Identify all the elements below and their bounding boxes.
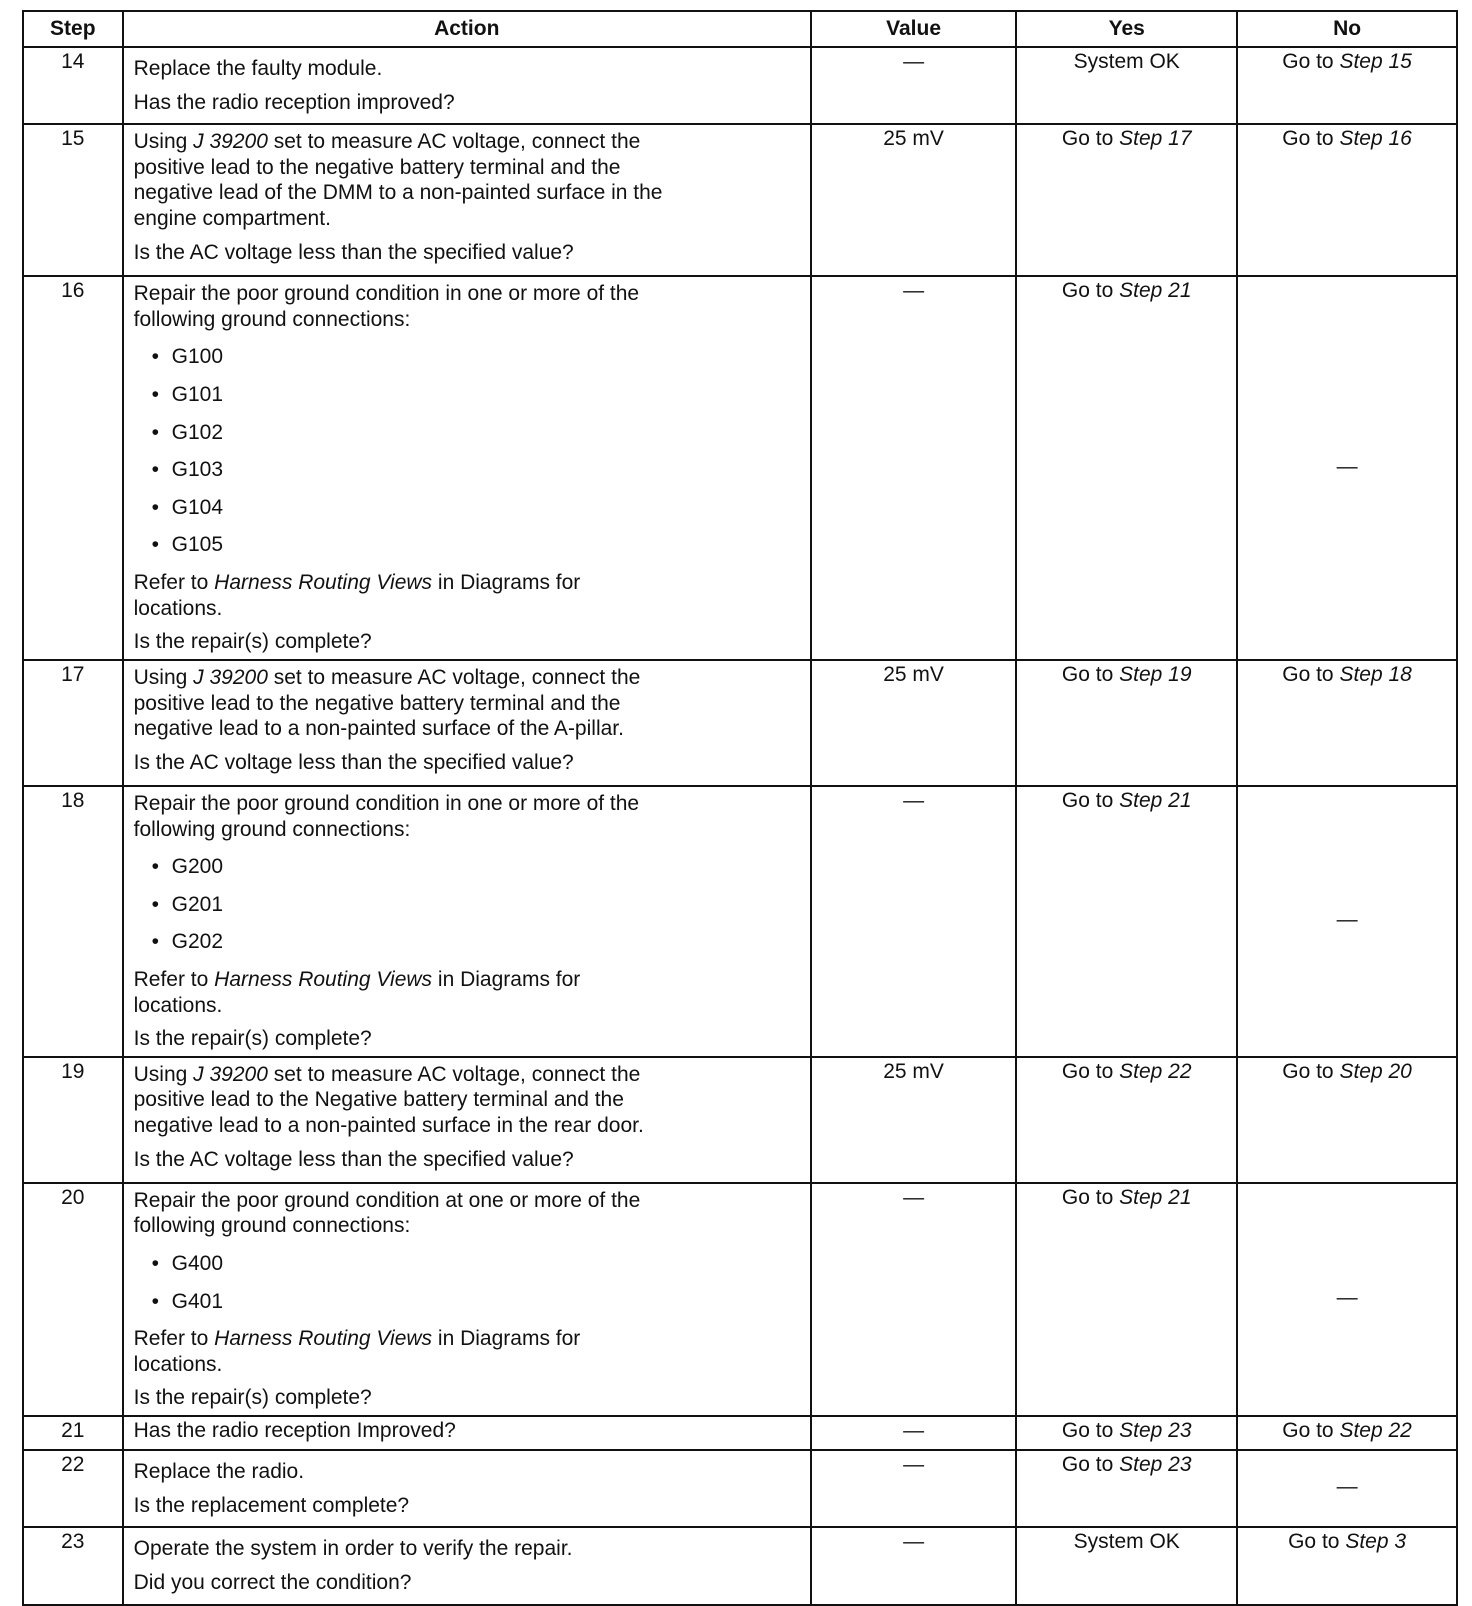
diagrams-text: in Diagrams for [437, 1327, 581, 1351]
go-to-text: Go to [1061, 1419, 1114, 1443]
action-text [134, 665, 800, 691]
value-cell: — [811, 1527, 1016, 1604]
tool-name: J 39200 [193, 665, 268, 689]
list-item: • G400 [152, 1251, 800, 1277]
action-text [134, 1062, 800, 1088]
harness-views: Harness Routing Views [214, 571, 433, 595]
action-text: locations. [133, 596, 223, 620]
action-question: Is the repair(s) complete? [133, 630, 372, 654]
yes-cell [1016, 124, 1237, 276]
list-item: • G401 [152, 1289, 800, 1315]
measure-text: set to measure AC voltage, connect the [273, 130, 641, 154]
no-cell: — [1237, 276, 1457, 660]
action-text: Repair the poor ground condition in one or more of the [133, 282, 640, 306]
action-question: Did you correct the condition? [133, 1570, 412, 1594]
go-to-text: Go to [1061, 279, 1114, 303]
header-row [23, 11, 1457, 47]
action-text [134, 967, 800, 993]
action-cell [123, 1450, 811, 1527]
yes-cell [1016, 660, 1237, 786]
action-cell [123, 660, 811, 786]
action-question: Has the radio reception Improved? [133, 1419, 456, 1443]
using-text: Using [133, 1062, 188, 1086]
step-link: Step 18 [1339, 662, 1412, 686]
no-cell [1237, 1416, 1457, 1450]
header-yes: Yes [1016, 11, 1237, 47]
refer-text: Refer to [133, 967, 209, 991]
action-text: positive lead to the negative battery terminal and the [133, 691, 621, 715]
tool-name: J 39200 [193, 1062, 268, 1086]
step-number: 15 [23, 124, 123, 276]
value-cell: — [811, 1416, 1016, 1450]
action-text: Repair the poor ground condition at one or more of the [133, 1188, 641, 1212]
list-item: • G200 [152, 854, 800, 880]
action-question: Is the repair(s) complete? [133, 1386, 372, 1410]
action-cell [123, 786, 811, 1057]
go-to-text: Go to [1282, 127, 1334, 151]
ground-list [152, 344, 800, 558]
table-row [23, 1183, 1457, 1416]
go-to-text: Go to [1061, 1453, 1114, 1477]
step-link: Step 23 [1119, 1453, 1192, 1477]
value-cell: — [811, 276, 1016, 660]
step-number: 20 [23, 1183, 123, 1416]
step-link: Step 15 [1339, 50, 1412, 73]
go-to-text: Go to [1061, 662, 1114, 686]
table-row [23, 660, 1457, 786]
table-row [23, 1416, 1457, 1450]
action-question: Is the repair(s) complete? [133, 1027, 372, 1051]
action-text: following ground connections: [133, 817, 411, 841]
action-text: locations. [133, 993, 223, 1017]
diagnostic-table [22, 10, 1458, 1606]
action-cell [123, 1057, 811, 1183]
no-cell [1237, 1057, 1457, 1183]
action-text [134, 570, 800, 596]
action-question: Is the replacement complete? [133, 1493, 410, 1517]
table-row [23, 1057, 1457, 1183]
measure-text: set to measure AC voltage, connect the [273, 1062, 641, 1086]
action-cell [123, 1416, 811, 1450]
table-row [23, 1527, 1457, 1604]
table-row [23, 47, 1457, 124]
list-item: • G201 [152, 892, 800, 918]
value-cell: 25 mV [811, 660, 1016, 786]
list-item: • G104 [152, 495, 800, 521]
diagrams-text: in Diagrams for [437, 967, 581, 991]
value-cell: 25 mV [811, 124, 1016, 276]
action-cell [123, 47, 811, 124]
refer-text: Refer to [133, 1327, 209, 1351]
go-to-text: Go to [1282, 1419, 1334, 1443]
using-text: Using [133, 665, 188, 689]
action-question: Has the radio reception improved? [133, 90, 455, 114]
list-item: • G102 [152, 420, 800, 446]
go-to-text: Go to [1288, 1530, 1340, 1554]
yes-cell [1016, 1527, 1237, 1604]
table-row [23, 276, 1457, 660]
ground-list [152, 854, 800, 955]
step-link: Step 21 [1119, 788, 1192, 812]
step-link: Step 22 [1339, 1419, 1412, 1443]
value-cell: — [811, 1183, 1016, 1416]
list-item: • G101 [152, 382, 800, 408]
table-row [23, 786, 1457, 1057]
step-link: Step 21 [1119, 1185, 1192, 1209]
no-cell [1237, 47, 1457, 124]
harness-views: Harness Routing Views [214, 967, 433, 991]
step-link: Step 19 [1119, 662, 1192, 686]
no-cell [1237, 124, 1457, 276]
value-cell: — [811, 47, 1016, 124]
action-text: locations. [133, 1352, 223, 1376]
value-cell: — [811, 1450, 1016, 1527]
list-item: • G105 [152, 532, 800, 558]
step-number: 17 [23, 660, 123, 786]
table-row [23, 1450, 1457, 1527]
go-to-text: Go to [1061, 788, 1114, 812]
step-number: 23 [23, 1527, 123, 1604]
header-action: Action [123, 11, 811, 47]
step-number: 19 [23, 1057, 123, 1183]
action-cell [123, 1527, 811, 1604]
action-question: Is the AC voltage less than the specified value? [133, 1147, 574, 1171]
yes-cell [1016, 786, 1237, 1057]
action-text: following ground connections: [133, 1214, 411, 1238]
step-number: 22 [23, 1450, 123, 1527]
action-question: Is the AC voltage less than the specified value? [133, 240, 574, 264]
go-to-text: Go to [1061, 1059, 1114, 1083]
action-text: positive lead to the Negative battery terminal and the [133, 1088, 624, 1112]
action-text: following ground connections: [133, 307, 411, 331]
list-item: • G100 [152, 344, 800, 370]
go-to-text: Go to [1282, 662, 1334, 686]
yes-cell [1016, 1450, 1237, 1527]
go-to-text: Go to [1282, 1059, 1334, 1083]
action-question: Is the AC voltage less than the specified value? [133, 750, 574, 774]
step-number: 21 [23, 1416, 123, 1450]
value-cell: — [811, 786, 1016, 1057]
action-text: Replace the faulty module. [133, 57, 383, 80]
step-number: 18 [23, 786, 123, 1057]
go-to-text: Go to [1061, 127, 1114, 151]
measure-text: set to measure AC voltage, connect the [273, 665, 641, 689]
yes-cell [1016, 276, 1237, 660]
step-link: Step 22 [1119, 1059, 1192, 1083]
using-text: Using [133, 130, 188, 154]
action-text [134, 1326, 800, 1352]
step-number: 14 [23, 47, 123, 124]
action-text: negative lead to a non-painted surface of the A-pillar. [133, 717, 624, 741]
action-text: Repair the poor ground condition in one or more of the [133, 791, 640, 815]
harness-views: Harness Routing Views [214, 1327, 433, 1351]
step-link: Step 3 [1345, 1530, 1407, 1554]
no-cell [1237, 1527, 1457, 1604]
list-item: • G202 [152, 929, 800, 955]
action-text: negative lead to a non-painted surface in the rear door. [133, 1114, 644, 1138]
no-cell [1237, 660, 1457, 786]
step-link: Step 17 [1119, 127, 1192, 151]
action-text: Replace the radio. [133, 1460, 305, 1484]
action-cell [123, 124, 811, 276]
no-cell: — [1237, 786, 1457, 1057]
header-value: Value [811, 11, 1016, 47]
action-text: Operate the system in order to verify the repair. [133, 1537, 573, 1561]
yes-cell [1016, 47, 1237, 124]
yes-cell [1016, 1057, 1237, 1183]
no-cell: — [1237, 1183, 1457, 1416]
go-to-text: Go to [1061, 1185, 1114, 1209]
no-cell: — [1237, 1450, 1457, 1527]
action-cell [123, 1183, 811, 1416]
step-link: Step 16 [1339, 127, 1412, 151]
action-text: positive lead to the negative battery terminal and the [133, 155, 621, 179]
table-row [23, 124, 1457, 276]
ground-list [152, 1251, 800, 1314]
list-item: • G103 [152, 457, 800, 483]
tool-name: J 39200 [193, 130, 268, 154]
header-step: Step [23, 11, 123, 47]
step-link: Step 21 [1119, 279, 1192, 303]
header-no: No [1237, 11, 1457, 47]
value-cell: 25 mV [811, 1057, 1016, 1183]
action-cell [123, 276, 811, 660]
action-text: engine compartment. [133, 207, 331, 231]
yes-cell [1016, 1183, 1237, 1416]
action-text: negative lead of the DMM to a non-painted surface in the [133, 181, 663, 205]
yes-cell [1016, 1416, 1237, 1450]
step-number: 16 [23, 276, 123, 660]
yes-text: System OK [1073, 50, 1180, 73]
step-link: Step 20 [1339, 1059, 1412, 1083]
step-link: Step 23 [1119, 1419, 1192, 1443]
yes-text: System OK [1073, 1530, 1180, 1554]
action-text [134, 129, 800, 155]
refer-text: Refer to [133, 571, 209, 595]
diagrams-text: in Diagrams for [437, 571, 581, 595]
go-to-text: Go to [1282, 50, 1334, 73]
